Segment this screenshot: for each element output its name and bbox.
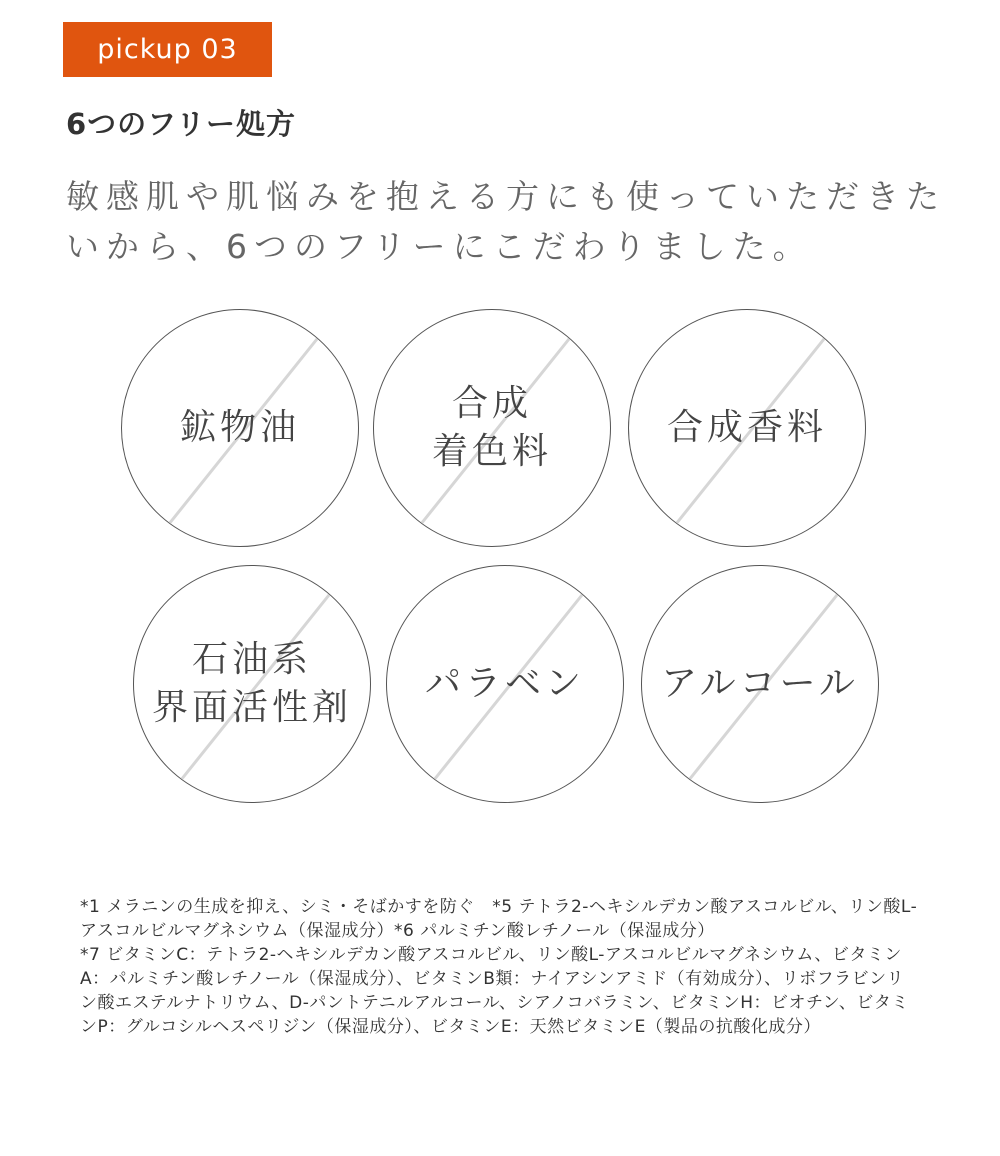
free-item-label: パラベン <box>424 663 585 704</box>
free-item-label: 鉱物油 <box>179 407 300 448</box>
free-item-label: 合成 着色料 <box>431 383 552 472</box>
footnotes: *1 メラニンの生成を抑え、シミ・そばかすを防ぐ *5 テトラ2-ヘキシルデカン酸アスコルビル、リン酸L-アスコルビルマグネシウム（保湿成分）*6 パルミチン酸レチノール（保湿成分） *7 ビタミンC：テトラ2-ヘキシルデカン酸アスコルビル、リン酸L-アスコルビルマグネシウム、ビタミンA：パルミチン酸レチノール（保湿成分）、ビタミンB類：ナイアシンアミド（有効成分）、リボフラビンリン酸エステルナトリウム、D-パントテニルアルコール、シアノコバラミン、ビタミンH：ビオチン、ビタミンP：グルコシルヘスペリジン（保湿成分）、ビタミンE：天然ビタミンE（製品の抗酸化成分） <box>80 897 918 1037</box>
lead-text: 敏感肌や肌悩みを抱える方にも使っていただきたいから、6つのフリーにこだわりました。 <box>66 177 946 266</box>
section-heading: 6つのフリー処方 <box>66 107 297 141</box>
pickup-badge: pickup 03 <box>63 22 272 77</box>
free-item-petroleum-surfactant <box>133 565 371 803</box>
free-item-paraben <box>386 565 624 803</box>
free-item-label: 合成香料 <box>666 407 827 448</box>
free-item-label: 石油系 界面活性剤 <box>151 639 352 728</box>
free-item-synthetic-fragrance <box>628 309 866 547</box>
free-item-alcohol <box>641 565 879 803</box>
free-item-synthetic-colorant <box>373 309 611 547</box>
free-item-label: アルコール <box>661 663 859 704</box>
free-item-mineral-oil <box>121 309 359 547</box>
